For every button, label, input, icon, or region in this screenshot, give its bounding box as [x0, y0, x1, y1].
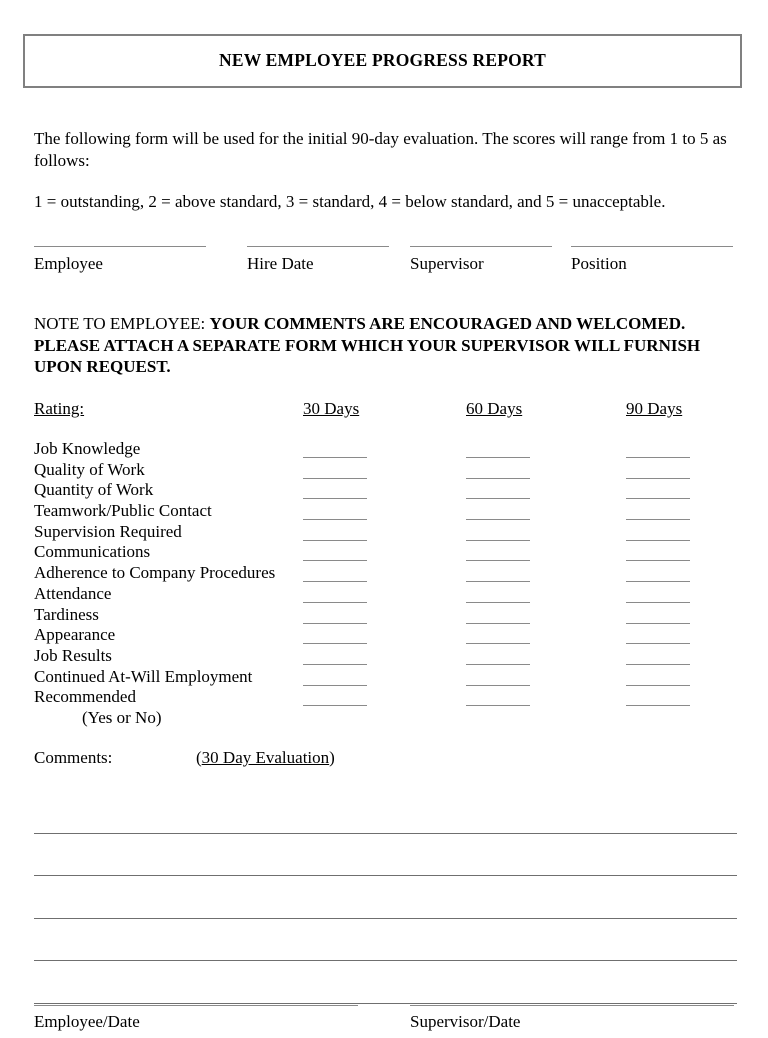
comment-line[interactable] — [34, 791, 737, 834]
signature-field-employee — [34, 993, 358, 1033]
rating-item-label: Adherence to Company Procedures — [34, 563, 276, 583]
rating-items-list — [0, 439, 768, 729]
rating-blank-col-2[interactable] — [466, 464, 530, 479]
rating-item-label: Supervision Required — [34, 521, 182, 541]
rating-item-label: Job Knowledge — [34, 439, 141, 458]
rating-blank-col-1[interactable] — [303, 567, 367, 582]
rating-item-label: Attendance — [34, 583, 112, 603]
rating-blank-col-2[interactable] — [466, 526, 530, 541]
signature-row — [34, 993, 744, 1038]
comments-writing-lines — [34, 791, 737, 1004]
comment-line[interactable] — [34, 876, 737, 919]
rating-item-label: Quantity of Work — [34, 480, 154, 500]
rating-item-label: Appearance — [34, 625, 116, 645]
identity-field-position — [571, 232, 733, 275]
rating-row — [0, 460, 768, 481]
rating-blank-col-3[interactable] — [626, 464, 690, 479]
identity-blank-employee[interactable] — [34, 232, 206, 247]
comment-line[interactable] — [34, 834, 737, 877]
rating-blank-col-2[interactable] — [466, 567, 530, 582]
rating-item-label: Tardiness — [34, 604, 99, 624]
rating-blank-col-1[interactable] — [303, 671, 367, 686]
rating-blank-col-2[interactable] — [466, 588, 530, 603]
document-title-box — [23, 34, 742, 88]
signature-label-employee: Employee/Date — [34, 1012, 140, 1031]
rating-blank-col-1[interactable] — [303, 505, 367, 520]
rating-row — [0, 501, 768, 522]
rating-row — [0, 625, 768, 646]
note-to-employee — [34, 313, 739, 378]
rating-item-label: Teamwork/Public Contact — [34, 501, 212, 521]
rating-row — [0, 522, 768, 543]
rating-blank-col-3[interactable] — [626, 691, 690, 706]
rating-row — [0, 584, 768, 605]
rating-row — [0, 708, 768, 729]
rating-blank-col-1[interactable] — [303, 484, 367, 499]
comment-line[interactable] — [34, 919, 737, 962]
rating-blank-col-3[interactable] — [626, 609, 690, 624]
rating-blank-col-1[interactable] — [303, 691, 367, 706]
rating-row — [0, 480, 768, 501]
comments-heading-row — [34, 747, 734, 771]
rating-row — [0, 563, 768, 584]
rating-blank-col-1[interactable] — [303, 464, 367, 479]
intro-paragraph: The following form will be used for the initial 90-day evaluation. The scores will range from 1 to 5 as follows: — [34, 129, 727, 170]
rating-blank-col-2[interactable] — [466, 443, 530, 458]
identity-fields-row — [34, 232, 744, 284]
rating-row — [0, 687, 768, 708]
note-emphasis-text: YOUR COMMENTS ARE ENCOURAGED AND WELCOMED. PLEASE ATTACH A SEPARATE FORM WHICH YOUR SUPERVISOR WILL FURNISH UPON REQUEST. — [34, 314, 701, 376]
rating-blank-col-1[interactable] — [303, 588, 367, 603]
rating-blank-col-1[interactable] — [303, 629, 367, 644]
identity-label-hire-date: Hire Date — [247, 254, 314, 273]
identity-blank-supervisor[interactable] — [410, 232, 552, 247]
rating-blank-col-3[interactable] — [626, 671, 690, 686]
rating-blank-col-1[interactable] — [303, 546, 367, 561]
comments-close-paren: ) — [329, 748, 335, 767]
rating-blank-col-1[interactable] — [303, 526, 367, 541]
rating-blank-col-2[interactable] — [466, 650, 530, 665]
rating-header-30-days: 30 Days — [303, 399, 360, 418]
identity-blank-position[interactable] — [571, 232, 733, 247]
rating-blank-col-2[interactable] — [466, 609, 530, 624]
comments-open-paren: ( — [196, 748, 202, 767]
rating-blank-col-2[interactable] — [466, 691, 530, 706]
rating-blank-col-3[interactable] — [626, 526, 690, 541]
rating-row — [0, 439, 768, 460]
rating-blank-col-3[interactable] — [626, 443, 690, 458]
comments-label: Comments: — [34, 748, 113, 767]
identity-field-supervisor — [410, 232, 552, 275]
rating-item-label: Quality of Work — [34, 459, 145, 479]
rating-header-90-days: 90 Days — [626, 399, 683, 418]
rating-item-label: (Yes or No) — [82, 707, 162, 727]
note-lead-text: NOTE TO EMPLOYEE: — [34, 314, 210, 333]
page-title: NEW EMPLOYEE PROGRESS REPORT — [218, 50, 546, 71]
identity-label-position: Position — [571, 254, 627, 273]
rating-blank-col-2[interactable] — [466, 629, 530, 644]
rating-blank-col-1[interactable] — [303, 443, 367, 458]
rating-item-label: Continued At-Will Employment — [34, 666, 253, 686]
rating-row — [0, 667, 768, 688]
rating-blank-col-2[interactable] — [466, 484, 530, 499]
rating-blank-col-2[interactable] — [466, 546, 530, 561]
rating-item-label: Recommended — [34, 687, 136, 707]
rating-header-row — [0, 398, 768, 422]
rating-row — [0, 605, 768, 626]
rating-blank-col-2[interactable] — [466, 505, 530, 520]
identity-field-hire-date — [247, 232, 389, 275]
comments-evaluation-note — [196, 747, 335, 769]
signature-blank-supervisor[interactable] — [410, 993, 734, 1006]
rating-blank-col-3[interactable] — [626, 650, 690, 665]
rating-row — [0, 542, 768, 563]
rating-blank-col-3[interactable] — [626, 567, 690, 582]
rating-row — [0, 646, 768, 667]
rating-blank-col-2[interactable] — [466, 671, 530, 686]
rating-scale-paragraph: 1 = outstanding, 2 = above standard, 3 = standard, 4 = below standard, and 5 = unacceptable. — [34, 192, 666, 211]
rating-blank-col-3[interactable] — [626, 629, 690, 644]
signature-blank-employee[interactable] — [34, 993, 358, 1006]
identity-blank-hire-date[interactable] — [247, 232, 389, 247]
rating-blank-col-1[interactable] — [303, 609, 367, 624]
identity-field-employee — [34, 232, 206, 275]
rating-blank-col-1[interactable] — [303, 650, 367, 665]
identity-label-employee: Employee — [34, 254, 103, 273]
rating-blank-col-3[interactable] — [626, 505, 690, 520]
rating-item-label: Job Results — [34, 645, 112, 665]
signature-field-supervisor — [410, 993, 734, 1033]
rating-item-label: Communications — [34, 542, 151, 562]
rating-blank-col-3[interactable] — [626, 588, 690, 603]
rating-header-label: Rating: — [34, 399, 85, 418]
comments-evaluation-text: 30 Day Evaluation — [201, 748, 330, 767]
rating-blank-col-3[interactable] — [626, 484, 690, 499]
rating-header-60-days: 60 Days — [466, 399, 523, 418]
rating-blank-col-3[interactable] — [626, 546, 690, 561]
signature-label-supervisor: Supervisor/Date — [410, 1012, 521, 1031]
identity-label-supervisor: Supervisor — [410, 254, 484, 273]
